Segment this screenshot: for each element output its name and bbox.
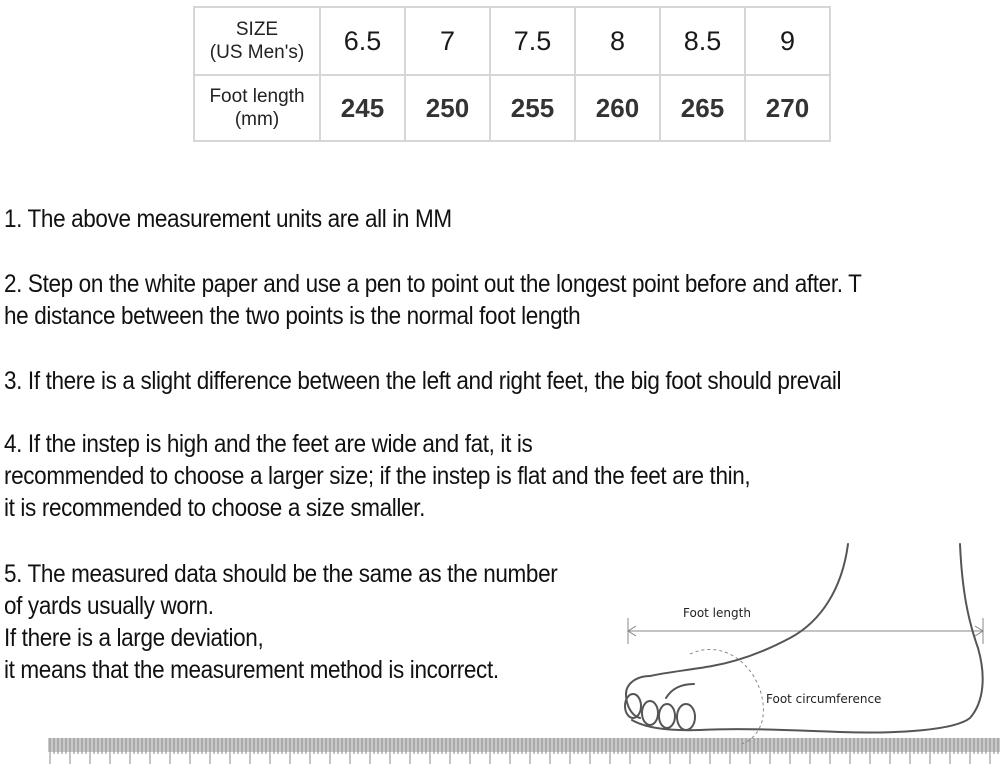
- foot-length-cell: 245: [320, 75, 405, 141]
- size-cell: 9: [745, 7, 830, 75]
- size-chart-table: [193, 6, 831, 142]
- foot-length-header-cell: [194, 75, 320, 141]
- note-measuring-method: 2. Step on the white paper and use a pen to point out the longest point before and after. T he distance between the two points is the normal foot length: [4, 270, 862, 330]
- foot-length-cell: 255: [490, 75, 575, 141]
- foot-length-cell: 270: [745, 75, 830, 141]
- size-cell: 7: [405, 7, 490, 75]
- size-cell: 8: [575, 7, 660, 75]
- size-header-line2: (US Men's): [209, 42, 305, 63]
- foot-length-label: Foot length: [683, 606, 751, 620]
- foot-length-header-line1: Foot length: [209, 86, 305, 107]
- foot-length-cell: 265: [660, 75, 745, 141]
- note-measurement-units: 1. The above measurement units are all in MM: [4, 205, 452, 233]
- size-cell: 7.5: [490, 7, 575, 75]
- ruler: [48, 738, 1000, 764]
- foot-length-cell: 250: [405, 75, 490, 141]
- size-header-cell: [194, 7, 320, 75]
- note-deviation-advice: 5. The measured data should be the same as the number of yards usually worn. If there is a large deviation, it means that the measurement method is incorrect.: [4, 560, 558, 684]
- foot-measurement-illustration: [0, 530, 1001, 771]
- foot-circumference-label: Foot circumference: [766, 692, 882, 706]
- foot-length-cell: 260: [575, 75, 660, 141]
- size-cell: 6.5: [320, 7, 405, 75]
- note-left-right-difference: 3. If there is a slight difference between the left and right feet, the big foot should prevail: [4, 367, 842, 395]
- foot-length-arrow: [628, 618, 983, 644]
- size-header-line1: SIZE: [235, 19, 279, 40]
- note-instep-advice: 4. If the instep is high and the feet are wide and fat, it is recommended to choose a larger size; if the instep is flat and the feet are thin, it is recommended to choose a size smaller.: [4, 430, 751, 522]
- foot-length-header-line2: (mm): [234, 109, 280, 130]
- size-row: [194, 7, 830, 75]
- size-cell: 8.5: [660, 7, 745, 75]
- foot-length-row: [194, 75, 830, 141]
